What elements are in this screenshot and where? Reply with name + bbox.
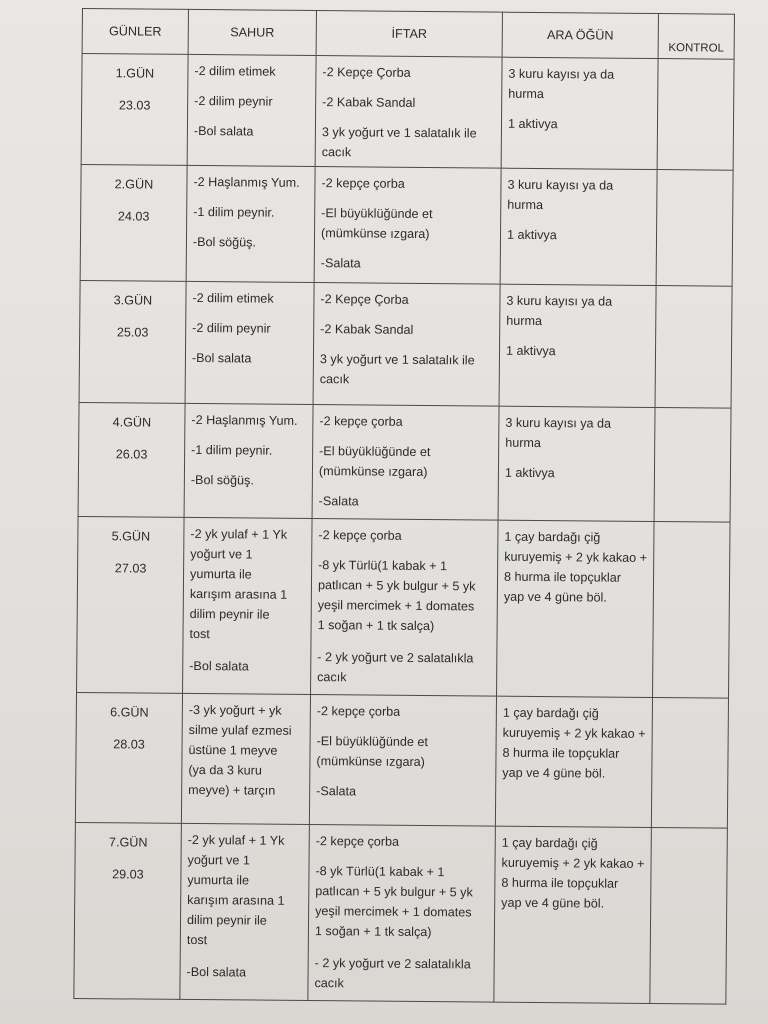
table-row [74,822,728,1004]
kontrol-cell[interactable] [655,286,732,409]
ara-ogun-cell-line: 1 aktivya [504,465,555,481]
sahur-cell-line: yoğurt ve 1 [190,546,253,562]
iftar-cell-line: -2 kepçe çorba [315,834,400,849]
ara-ogun-cell-line: 1 aktivya [505,343,556,359]
iftar-cell-line: -2 Kabak Sandal [322,95,416,110]
kontrol-cell[interactable] [653,522,731,699]
sahur-cell-line: -Bol salata [191,350,252,366]
sahur-cell-line: karışım arasına 1 [189,586,288,602]
diet-table-wrapper [73,8,734,1010]
date-label: 26.03 [115,447,148,462]
sahur-cell-line: yumurta ile [187,872,250,888]
sahur-cell-line: -2 yk yulaf + 1 Yk [190,526,288,542]
table-row [80,164,733,286]
date-label: 27.03 [114,561,147,576]
iftar-cell [312,405,499,521]
sahur-cell-line: -1 dilim peynir. [191,442,273,458]
iftar-cell-line: (mümkünse ızgara) [318,464,428,480]
day-label: 5.GÜN [111,529,151,544]
ara-ogun-cell-line: 8 hurma ile topçuklar [503,569,622,585]
iftar-cell [314,167,501,285]
iftar-cell-line: - 2 yk yoğurt ve 2 salatalıkla [317,650,474,666]
date-label: 25.03 [116,325,149,340]
ara-ogun-cell-line: kuruyemiş + 2 yk kakao + [502,725,646,741]
ara-ogun-cell-line: 1 çay bardağı çiğ [501,835,598,851]
sahur-cell-line: (ya da 3 kuru [188,762,262,778]
sahur-cell-line: üstüne 1 meyve [188,742,278,758]
day-cell [78,402,185,517]
sahur-cell-line: -2 Haşlanmış Yum. [191,412,298,428]
sahur-cell-line: -2 dilim etimek [192,290,274,306]
iftar-cell-line: -2 Kepçe Çorba [322,65,411,80]
ara-ogun-cell-line: yap ve 4 güne böl. [501,895,605,911]
sahur-cell-line: -2 Haşlanmış Yum. [193,174,300,190]
ara-ogun-cell [500,168,657,285]
iftar-cell-line: 1 soğan + 1 tk salça) [317,618,435,634]
sahur-cell-line: -Bol salata [186,964,247,980]
sahur-cell-line: -2 dilim etimek [194,63,276,79]
sahur-cell [187,54,316,166]
header-sahur: SAHUR [188,9,316,55]
iftar-cell-line: - 2 yk yoğurt ve 2 salatalıkla [314,956,471,972]
ara-ogun-cell-line: yap ve 4 güne böl. [502,765,606,781]
sahur-cell-line: -Bol salata [193,123,254,139]
date-label: 24.03 [117,209,150,224]
sahur-cell-line: karışım arasına 1 [187,892,285,908]
iftar-cell-line: -2 Kepçe Çorba [320,292,409,307]
table-row [77,516,731,698]
iftar-cell-line: -El büyüklüğünde et [321,206,433,222]
table-row [79,280,732,408]
iftar-cell-line: -El büyüklüğünde et [319,444,431,460]
date-label: 29.03 [112,867,144,882]
iftar-cell-line: -8 yk Türlü(1 kabak + 1 [318,558,448,574]
ara-ogun-cell [494,826,652,1003]
sahur-cell [183,517,313,694]
iftar-cell-line: patlıcan + 5 yk bulgur + 5 yk [315,884,473,900]
ara-ogun-cell-line: 3 kuru kayısı ya da [506,293,613,309]
day-cell [75,692,182,823]
table-row [81,54,734,171]
iftar-cell [315,56,502,169]
sahur-cell-line: yoğurt ve 1 [187,852,250,868]
diet-table [73,8,735,1005]
iftar-cell-line: -El büyüklüğünde et [316,734,428,750]
header-kontrol: KONTROL [658,14,734,60]
day-cell [77,516,185,693]
sahur-cell-line: yumurta ile [190,566,252,582]
sahur-cell [186,165,315,282]
sahur-cell-line: dilim peynir ile [189,606,270,622]
sahur-cell-line: dilim peynir ile [186,912,267,928]
day-label: 1.GÜN [115,66,155,81]
header-ara-ogun: ARA ÖĞÜN [502,12,658,58]
ara-ogun-cell-line: 1 çay bardağı çiğ [502,705,599,721]
sahur-cell-line: -2 dilim peynir [192,320,271,336]
iftar-cell-line: -Salata [316,784,357,799]
ara-ogun-cell [501,57,658,169]
iftar-cell-line: -2 kepçe çorba [318,528,402,543]
day-label: 6.GÜN [110,705,149,720]
iftar-cell [309,695,496,827]
table-row [75,692,728,828]
iftar-cell-line: 1 soğan + 1 tk salça) [314,924,432,940]
day-cell [79,280,186,403]
ara-ogun-cell-line: 8 hurma ile topçuklar [501,875,619,891]
iftar-cell-line: -2 Kabak Sandal [320,322,414,337]
ara-ogun-cell-line: hurma [506,313,543,329]
iftar-cell-line: cacık [321,145,352,160]
date-label: 28.03 [113,737,145,752]
day-label: 7.GÜN [108,835,148,850]
sahur-cell-line: -2 yk yulaf + 1 Yk [187,832,285,848]
sahur-cell-line: meyve) + tarçın [188,782,276,798]
ara-ogun-cell [497,520,655,697]
iftar-cell [308,825,496,1003]
iftar-cell-line: cacık [317,670,347,685]
ara-ogun-cell-line: 1 aktivya [507,116,558,132]
sahur-cell [181,693,310,824]
sahur-cell [185,281,314,404]
day-cell [74,822,182,999]
ara-ogun-cell-line: 3 kuru kayısı ya da [508,66,615,82]
iftar-cell [311,519,499,697]
ara-ogun-cell-line: 1 çay bardağı çiğ [504,529,601,545]
sahur-cell-line: -2 dilim peynir [194,93,273,109]
sahur-cell-line: -3 yk yoğurt + yk [188,702,282,718]
day-label: 3.GÜN [113,293,153,308]
ara-ogun-cell-line: 3 kuru kayısı ya da [507,177,614,193]
table-row [78,402,731,522]
sahur-cell [184,403,313,518]
iftar-cell-line: 3 yk yoğurt ve 1 salatalık ile [321,125,477,141]
kontrol-cell[interactable] [651,698,728,829]
iftar-cell-line: (mümkünse ızgara) [316,754,425,770]
ara-ogun-cell-line: hurma [507,197,544,213]
day-cell [80,164,187,281]
sahur-cell-line: -Bol söğüş. [192,234,257,250]
ara-ogun-cell [499,284,656,407]
ara-ogun-cell [495,696,652,827]
iftar-cell-line: (mümkünse ızgara) [320,226,430,242]
iftar-cell [313,283,500,407]
header-gunler: GÜNLER [82,9,188,55]
iftar-cell-line: -Salata [318,494,359,509]
day-label: 4.GÜN [112,415,152,430]
sahur-cell-line: -Bol salata [189,658,249,674]
ara-ogun-cell-line: 8 hurma ile topçuklar [502,745,620,761]
iftar-cell-line: cacık [319,372,350,387]
iftar-cell-line: -2 kepçe çorba [319,414,403,429]
sahur-cell-line: silme yulaf ezmesi [188,722,292,738]
sahur-cell-line: tost [189,626,210,642]
sahur-cell [180,823,310,1000]
iftar-cell-line: -2 kepçe çorba [316,704,401,719]
ara-ogun-cell-line: hurma [508,86,545,102]
ara-ogun-cell-line: 1 aktivya [506,227,557,243]
table-body [74,54,734,1005]
iftar-cell-line: cacık [314,976,344,991]
iftar-cell-line: yeşil mercimek + 1 domates [315,904,472,920]
iftar-cell-line: -Salata [320,256,361,271]
sahur-cell-line: -Bol söğüş. [190,472,254,488]
iftar-cell-line: -8 yk Türlü(1 kabak + 1 [315,864,445,880]
ara-ogun-cell-line: hurma [505,435,541,451]
kontrol-cell[interactable] [657,59,734,171]
kontrol-cell[interactable] [650,827,728,1004]
ara-ogun-cell-line: 3 kuru kayısı ya da [505,415,612,431]
iftar-cell-line: patlıcan + 5 yk bulgur + 5 yk [317,578,476,594]
day-cell [81,54,188,166]
ara-ogun-cell [498,406,655,521]
ara-ogun-cell-line: kuruyemiş + 2 yk kakao + [504,549,648,565]
date-label: 23.03 [118,98,151,113]
day-label: 2.GÜN [114,177,154,192]
header-row [82,9,734,60]
ara-ogun-cell-line: kuruyemiş + 2 yk kakao + [501,855,645,871]
kontrol-cell[interactable] [654,408,731,523]
iftar-cell-line: 3 yk yoğurt ve 1 salatalık ile [319,352,475,368]
ara-ogun-cell-line: yap ve 4 güne böl. [503,589,607,605]
kontrol-cell[interactable] [656,170,733,287]
iftar-cell-line: -2 kepçe çorba [321,176,405,191]
header-iftar: İFTAR [316,11,502,58]
sahur-cell-line: tost [186,932,208,948]
iftar-cell-line: yeşil mercimek + 1 domates [317,598,475,614]
sahur-cell-line: -1 dilim peynir. [193,204,275,220]
